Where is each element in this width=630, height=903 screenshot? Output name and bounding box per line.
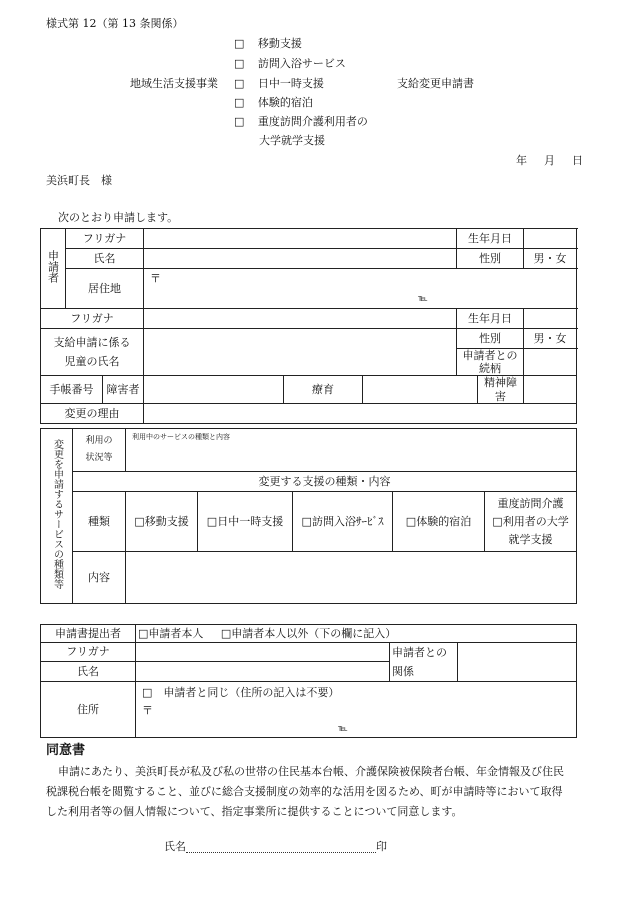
applicant-address-input[interactable] xyxy=(144,269,577,309)
addressee: 美浜町長 様 xyxy=(46,174,112,187)
submitter-furigana-input[interactable] xyxy=(136,643,390,662)
postal-mark: 〒 xyxy=(142,704,153,717)
consent-line-3: した利用者等の個人情報について、指定事業所に提供することについて同意します。 xyxy=(46,805,463,818)
service-label: 移動支援 xyxy=(257,37,302,50)
mental-input[interactable] xyxy=(524,376,577,403)
service-change-group-label: 変更を申請するサービスの種類等 xyxy=(41,429,73,604)
submitter-label: 申請書提出者 xyxy=(41,625,136,643)
child-sex-label: 性別 xyxy=(457,329,524,349)
child-birth-label: 生年月日 xyxy=(457,309,524,329)
child-furigana-input[interactable] xyxy=(144,309,457,329)
ryoiku-input[interactable] xyxy=(363,376,478,403)
service-item-2[interactable] xyxy=(234,57,346,70)
reason-input[interactable] xyxy=(144,403,577,423)
type-label: 種類 xyxy=(73,492,126,552)
applicant-address-label: 居住地 xyxy=(66,269,144,309)
applicant-sex-label: 性別 xyxy=(457,249,524,269)
postal-mark: 〒 xyxy=(150,272,162,285)
date-field[interactable]: 年 月 日 xyxy=(516,154,586,167)
submitter-options xyxy=(136,625,577,643)
service-label: 体験的宿泊 xyxy=(257,96,313,109)
ryoiku-label: 療育 xyxy=(284,376,363,403)
service-label: 重度訪問介護利用者の xyxy=(257,115,368,128)
signature-line[interactable] xyxy=(186,842,376,853)
reason-label: 変更の理由 xyxy=(41,403,144,423)
checkbox-icon: □ xyxy=(234,96,245,109)
service-change-table xyxy=(40,428,577,604)
program-name: 地域生活支援事業 xyxy=(130,77,218,90)
submitter-name-label: 氏名 xyxy=(41,662,136,682)
phone-icon: ℡ xyxy=(418,294,428,304)
change-heading: 変更する支援の種類・内容 xyxy=(73,472,577,492)
consent-title: 同意書 xyxy=(46,743,86,758)
child-birth-input[interactable] xyxy=(524,309,577,329)
submitter-relation-input[interactable] xyxy=(458,643,577,682)
applicant-birth-label: 生年月日 xyxy=(457,229,524,249)
service-label: 日中一時支援 xyxy=(257,77,324,90)
child-relation-input[interactable] xyxy=(524,349,577,376)
notebook-label: 手帳番号 xyxy=(41,376,103,403)
service-item-3[interactable] xyxy=(234,77,324,90)
submitter-table xyxy=(40,624,577,738)
option-bath[interactable]: □訪問入浴ｻｰﾋﾞｽ xyxy=(293,492,393,552)
option-move[interactable]: □移動支援 xyxy=(126,492,198,552)
service-item-1[interactable] xyxy=(234,37,302,50)
checkbox-icon: □ xyxy=(234,77,245,90)
content-label: 内容 xyxy=(73,552,126,604)
same-as-applicant-checkbox[interactable]: □ 申請者と同じ（住所の記入は不要） xyxy=(142,686,340,699)
checkbox-icon: □ xyxy=(234,37,245,50)
signature-row xyxy=(164,840,387,853)
document-title: 支給変更申請書 xyxy=(397,77,474,90)
submitter-other-checkbox[interactable]: □申請者本人以外（下の欄に記入） xyxy=(220,626,397,640)
form-number: 様式第 12（第 13 条関係） xyxy=(46,17,184,30)
consent-line-2: 税課税台帳を閲覧すること、並びに総合支援制度の効率的な活用を図るため、町が申請時等において取得 xyxy=(46,785,563,798)
service-item-5[interactable] xyxy=(234,115,368,128)
applicant-table xyxy=(40,228,577,424)
phone-icon: ℡ xyxy=(338,724,348,734)
submitter-address-input[interactable] xyxy=(136,682,577,738)
child-name-label: 支給申請に係る 児童の氏名 xyxy=(41,329,144,376)
service-label: 訪問入浴サービス xyxy=(257,57,346,70)
disability-label: 障害者 xyxy=(103,376,144,403)
submitter-address-label: 住所 xyxy=(41,682,136,738)
disability-input[interactable] xyxy=(144,376,284,403)
option-stay[interactable]: □体験的宿泊 xyxy=(393,492,485,552)
applicant-name-input[interactable] xyxy=(144,249,457,269)
usage-hint: 利用中のサービスの種類と内容 xyxy=(132,433,230,441)
mental-label: 精神障害 xyxy=(478,376,524,403)
child-relation-label: 申請者との続柄 xyxy=(457,349,524,376)
option-university[interactable]: 重度訪問介護 □利用者の大学 就学支援 xyxy=(485,492,577,552)
content-input[interactable] xyxy=(126,552,577,604)
intro-text: 次のとおり申請します。 xyxy=(58,211,179,224)
applicant-name-label: 氏名 xyxy=(66,249,144,269)
child-sex-select[interactable]: 男・女 xyxy=(524,329,577,349)
child-name-input[interactable] xyxy=(144,329,457,376)
applicant-group-label: 申請者 xyxy=(41,229,66,309)
applicant-furigana-label: フリガナ xyxy=(66,229,144,249)
submitter-name-input[interactable] xyxy=(136,662,390,682)
service-label-line2: 大学就学支援 xyxy=(259,134,325,147)
applicant-sex-select[interactable]: 男・女 xyxy=(524,249,577,269)
submitter-furigana-label: フリガナ xyxy=(41,643,136,662)
submitter-self-checkbox[interactable]: □申請者本人 xyxy=(138,626,204,640)
consent-line-1: 申請にあたり、美浜町長が私及び私の世帯の住民基本台帳、介護保険被保険者台帳、年金情報及び住民 xyxy=(58,765,564,778)
checkbox-icon: □ xyxy=(234,57,245,70)
seal-mark: 印 xyxy=(376,840,387,853)
option-daytime[interactable]: □日中一時支援 xyxy=(198,492,293,552)
child-furigana-label: フリガナ xyxy=(41,309,144,329)
signature-label: 氏名 xyxy=(164,840,186,853)
usage-label: 利用の 状況等 xyxy=(73,429,126,472)
service-item-4[interactable] xyxy=(234,96,313,109)
submitter-relation-label: 申請者との 関係 xyxy=(390,643,458,682)
usage-input[interactable] xyxy=(126,429,577,472)
applicant-furigana-input[interactable] xyxy=(144,229,457,249)
checkbox-icon: □ xyxy=(234,115,245,128)
applicant-birth-input[interactable] xyxy=(524,229,577,249)
